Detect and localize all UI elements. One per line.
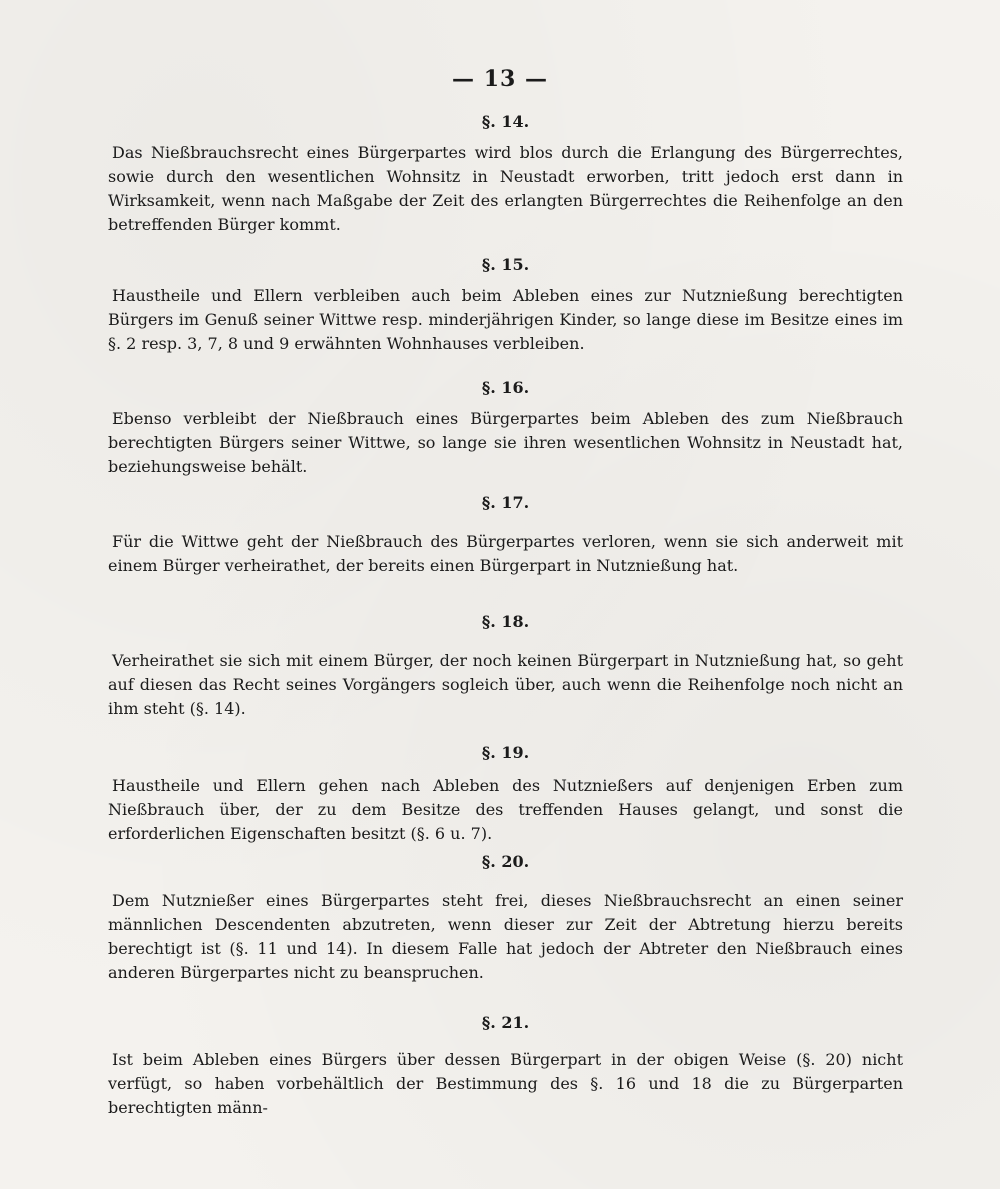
section-text: Ebenso verbleibt der Nießbrauch eines Bürgerpartes beim Ableben des zum Nießbrauch berechtigten Bürgers seiner Wittwe, so lange sie ihren wesentlichen Wohnsitz in Neustadt hat, beziehungsweise behält.	[108, 409, 903, 476]
section-text: Ist beim Ableben eines Bürgers über dessen Bürgerpart in der obigen Weise (§. 20) nicht verfügt, so haben vorbehältlich der Bestimmung des §. 16 und 18 die zu Bürgerparten berechtigten männ-	[108, 1050, 903, 1117]
section-heading: §. 18.	[481, 612, 530, 631]
section-17	[108, 493, 903, 578]
section-heading: §. 17.	[481, 493, 530, 512]
section-text: Haustheile und Ellern verbleiben auch beim Ableben eines zur Nutznießung berechtigten Bürgers im Genuß seiner Wittwe resp. minderjährigen Kinder, so lange diese im Besitze eines im §. 2 resp. 3, 7, 8 und 9 erwähnten Wohnhauses verbleiben.	[108, 286, 903, 353]
section-14	[108, 112, 903, 237]
section-text: Das Nießbrauchsrecht eines Bürgerpartes wird blos durch die Erlangung des Bürgerrechtes, sowie durch den wesentlichen Wohnsitz in Neustadt erworben, tritt jedoch erst dann in Wirksamkeit, wenn nach Maßgabe der Zeit des erlangten Bürgerrechtes die Reihenfolge an den betreffenden Bürger kommt.	[108, 143, 903, 234]
section-heading: §. 14.	[481, 112, 530, 131]
section-text: Haustheile und Ellern gehen nach Ableben des Nutznießers auf denjenigen Erben zum Nießbrauch über, der zu dem Besitze des treffenden Hauses gelangt, und sonst die erforderlichen Eigenschaften besitzt (§. 6 u. 7).	[108, 776, 903, 843]
section-heading: §. 21.	[481, 1013, 530, 1032]
section-heading: §. 16.	[481, 378, 530, 397]
page-body	[108, 108, 903, 1120]
section-19	[108, 743, 903, 846]
section-text: Verheirathet sie sich mit einem Bürger, der noch keinen Bürgerpart in Nutznießung hat, so geht auf diesen das Recht seines Vorgängers sogleich über, auch wenn die Reihenfolge noch nicht an ihm steht (§. 14).	[108, 651, 903, 718]
section-15	[108, 255, 903, 356]
section-heading: §. 15.	[481, 255, 530, 274]
section-21	[108, 1013, 903, 1120]
section-text: Dem Nutznießer eines Bürgerpartes steht frei, dieses Nießbrauchsrecht an einen seiner männlichen Descendenten abzutreten, wenn dieser zur Zeit der Abtretung hierzu bereits berechtigt ist (§. 11 und 14). In diesem Falle hat jedoch der Abtreter den Nießbrauch eines anderen Bürgerpartes nicht zu beanspruchen.	[108, 891, 903, 982]
section-heading: §. 19.	[481, 743, 530, 762]
section-18	[108, 612, 903, 721]
section-heading: §. 20.	[481, 852, 530, 871]
section-text: Für die Wittwe geht der Nießbrauch des Bürgerpartes verloren, wenn sie sich anderweit mit einem Bürger verheirathet, der bereits einen Bürgerpart in Nutznießung hat.	[108, 532, 903, 575]
page-number: — 13 —	[452, 66, 548, 92]
section-20	[108, 852, 903, 985]
section-16	[108, 378, 903, 479]
